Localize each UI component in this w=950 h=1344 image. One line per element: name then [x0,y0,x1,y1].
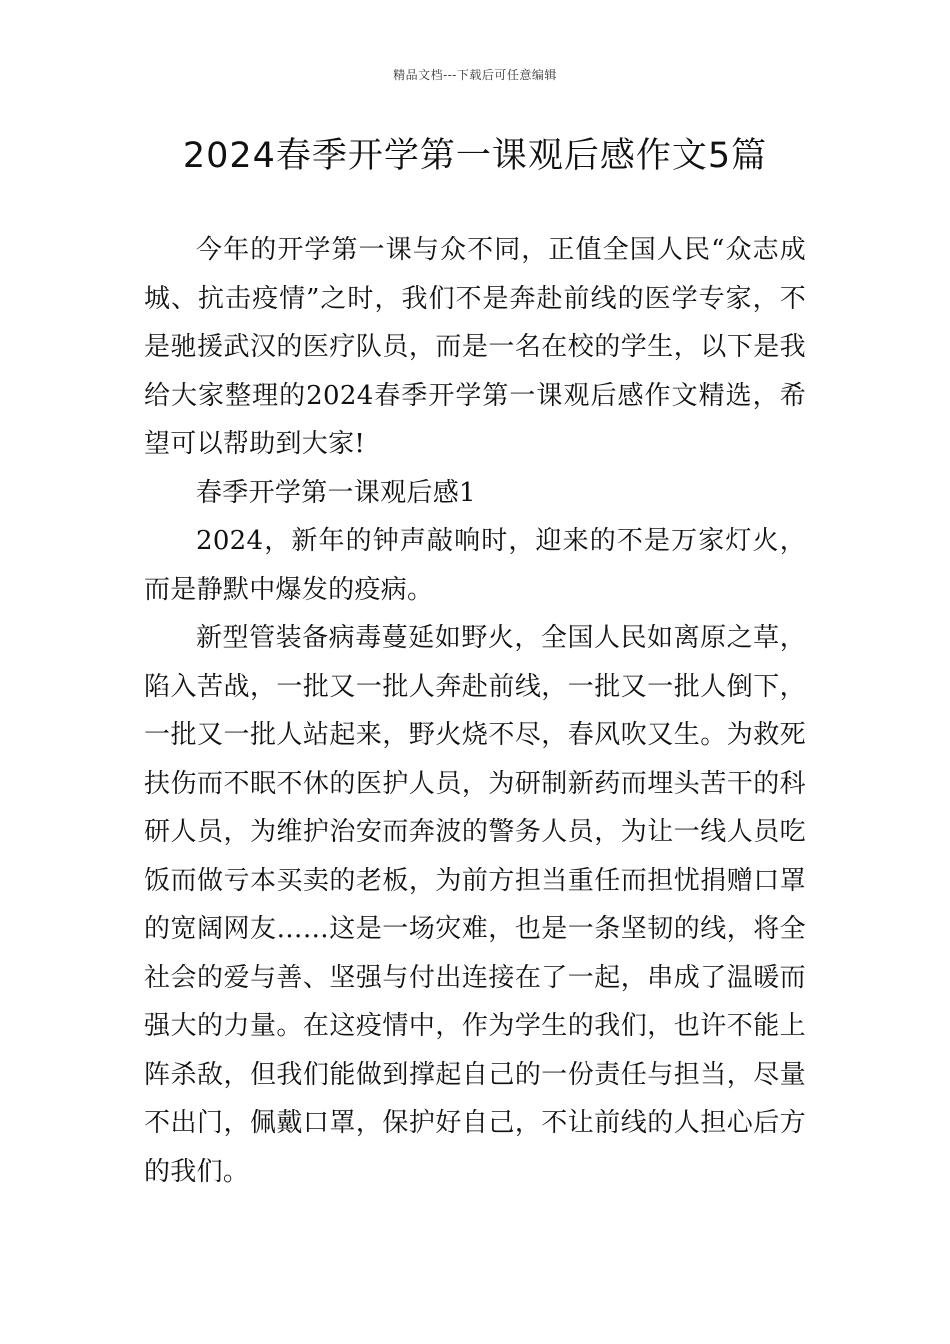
intro-paragraph: 今年的开学第一课与众不同，正值全国人民“众志成城、抗击疫情”之时，我们不是奔赴前线的医学专家，不是驰援武汉的医疗队员，而是一名在校的学生，以下是我给大家整理的2024春季开学第一课观后感作文精选，希望可以帮助到大家! [144,235,806,459]
body-paragraph: 新型管装备病毒蔓延如野火，全国人民如离原之草，陷入苦战，一批又一批人奔赴前线，一批又一批人倒下，一批又一批人站起来，野火烧不尽，春风吹又生。为救死扶伤而不眠不休的医护人员，为研制新药而埋头苦干的科研人员，为维护治安而奔波的警务人员，为让一线人员吃饭而做亏本买卖的老板，为前方担当重任而担忧捐赠口罩的宽阔网友……这是一场灾难，也是一条坚韧的线，将全社会的爱与善、坚强与付出连接在了一起，串成了温暖而强大的力量。在这疫情中，作为学生的我们，也许不能上阵杀敌，但我们能做到撑起自己的一份责任与担当，尽量不出门，佩戴口罩，保护好自己，不让前线的人担心后方的我们。 [144,623,806,1187]
header-note: 精品文档---下载后可任意编辑 [393,68,557,82]
body-paragraph: 2024，新年的钟声敲响时，迎来的不是万家灯火，而是静默中爆发的疫病。 [144,526,806,605]
section-heading: 春季开学第一课观后感1 [196,477,476,508]
document-body [144,226,806,1196]
document-title: 2024春季开学第一课观后感作文5篇 [182,136,768,176]
